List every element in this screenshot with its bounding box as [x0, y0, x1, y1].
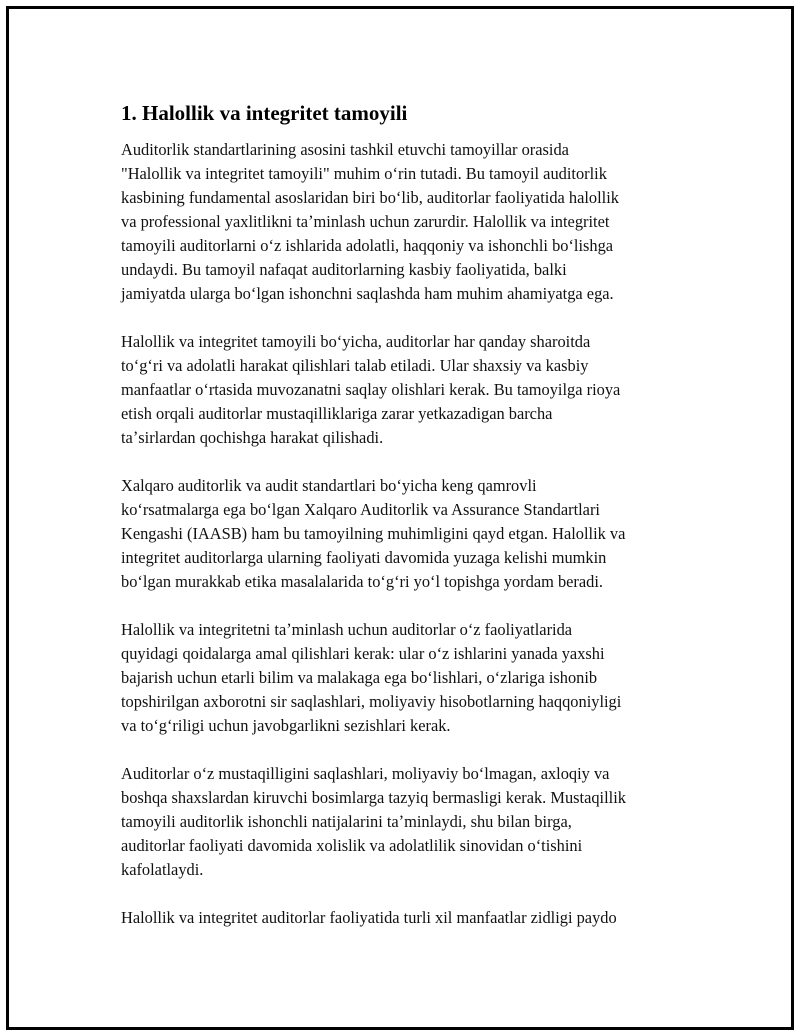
section-heading: 1. Halollik va integritet tamoyili — [121, 101, 408, 125]
text-line: quyidagi qoidalarga amal qilishlari kerak: ular oʻz ishlarini yanada yaxshi — [121, 644, 605, 663]
text-line: Auditorlar oʻz mustaqilligini saqlashlari, moliyaviy boʻlmagan, axloqiy va — [121, 764, 610, 783]
text-line: manfaatlar oʻrtasida muvozanatni saqlay olishlari kerak. Bu tamoyilga rioya — [121, 380, 621, 399]
text-line: toʻgʻri va adolatli harakat qilishlari talab etiladi. Ular shaxsiy va kasbiy — [121, 356, 589, 375]
paragraph-3 — [121, 474, 691, 594]
text-line: auditorlar faoliyati davomida xolislik va adolatlilik sinovidan oʻtishini — [121, 836, 583, 855]
text-line: Halollik va integritetni taʼminlash uchun auditorlar oʻz faoliyatlarida — [121, 620, 573, 639]
paragraph-5 — [121, 762, 691, 882]
page-frame — [6, 6, 794, 1030]
text-line: Auditorlik standartlarining asosini tashkil etuvchi tamoyillar orasida — [121, 140, 569, 159]
text-line: Xalqaro auditorlik va audit standartlari boʻyicha keng qamrovli — [121, 476, 537, 495]
text-line: etish orqali auditorlar mustaqilliklariga zarar yetkazadigan barcha — [121, 404, 553, 423]
paragraph-2 — [121, 330, 691, 450]
paragraph-4 — [121, 618, 691, 738]
text-line: "Halollik va integritet tamoyili" muhim oʻrin tutadi. Bu tamoyil auditorlik — [121, 164, 607, 183]
text-line: boʻlgan murakkab etika masalalarida toʻgʻri yoʻl topishga yordam beradi. — [121, 572, 603, 591]
text-line: bajarish uchun etarli bilim va malakaga ega boʻlishlari, oʻzlariga ishonib — [121, 668, 598, 687]
text-line: Kengashi (IAASB) ham bu tamoyilning muhimligini qayd etgan. Halollik va — [121, 524, 626, 543]
text-line: boshqa shaxslardan kiruvchi bosimlarga tazyiq bermasligi kerak. Mustaqillik — [121, 788, 626, 807]
text-line: koʻrsatmalarga ega boʻlgan Xalqaro Auditorlik va Assurance Standartlari — [121, 500, 600, 519]
text-line: kafolatlaydi. — [121, 860, 204, 879]
text-line: topshirilgan axborotni sir saqlashlari, moliyaviy hisobotlarning haqqoniyligi — [121, 692, 622, 711]
document-body — [121, 99, 691, 954]
text-line: integritet auditorlarga ularning faoliyati davomida yuzaga kelishi mumkin — [121, 548, 607, 567]
text-line: Halollik va integritet auditorlar faoliyatida turli xil manfaatlar zidligi paydo — [121, 908, 617, 927]
paragraph-1 — [121, 138, 691, 306]
text-line: taʼsirlardan qochishga harakat qilishadi. — [121, 428, 384, 447]
text-line: va professional yaxlitlikni taʼminlash uchun zarurdir. Halollik va integritet — [121, 212, 610, 231]
text-line: jamiyatda ularga boʻlgan ishonchni saqlashda ham muhim ahamiyatga ega. — [121, 284, 614, 303]
text-line: kasbining fundamental asoslaridan biri boʻlib, auditorlar faoliyatida halollik — [121, 188, 619, 207]
text-line: tamoyili auditorlarni oʻz ishlarida adolatli, haqqoniy va ishonchli boʻlishga — [121, 236, 614, 255]
text-line: va toʻgʻriligi uchun javobgarlikni sezishlari kerak. — [121, 716, 451, 735]
text-line: Halollik va integritet tamoyili boʻyicha, auditorlar har qanday sharoitda — [121, 332, 591, 351]
text-line: undaydi. Bu tamoyil nafaqat auditorlarning kasbiy faoliyatida, balki — [121, 260, 567, 279]
paragraph-6 — [121, 906, 691, 930]
text-line: tamoyili auditorlik ishonchli natijalarini taʼminlaydi, shu bilan birga, — [121, 812, 572, 831]
